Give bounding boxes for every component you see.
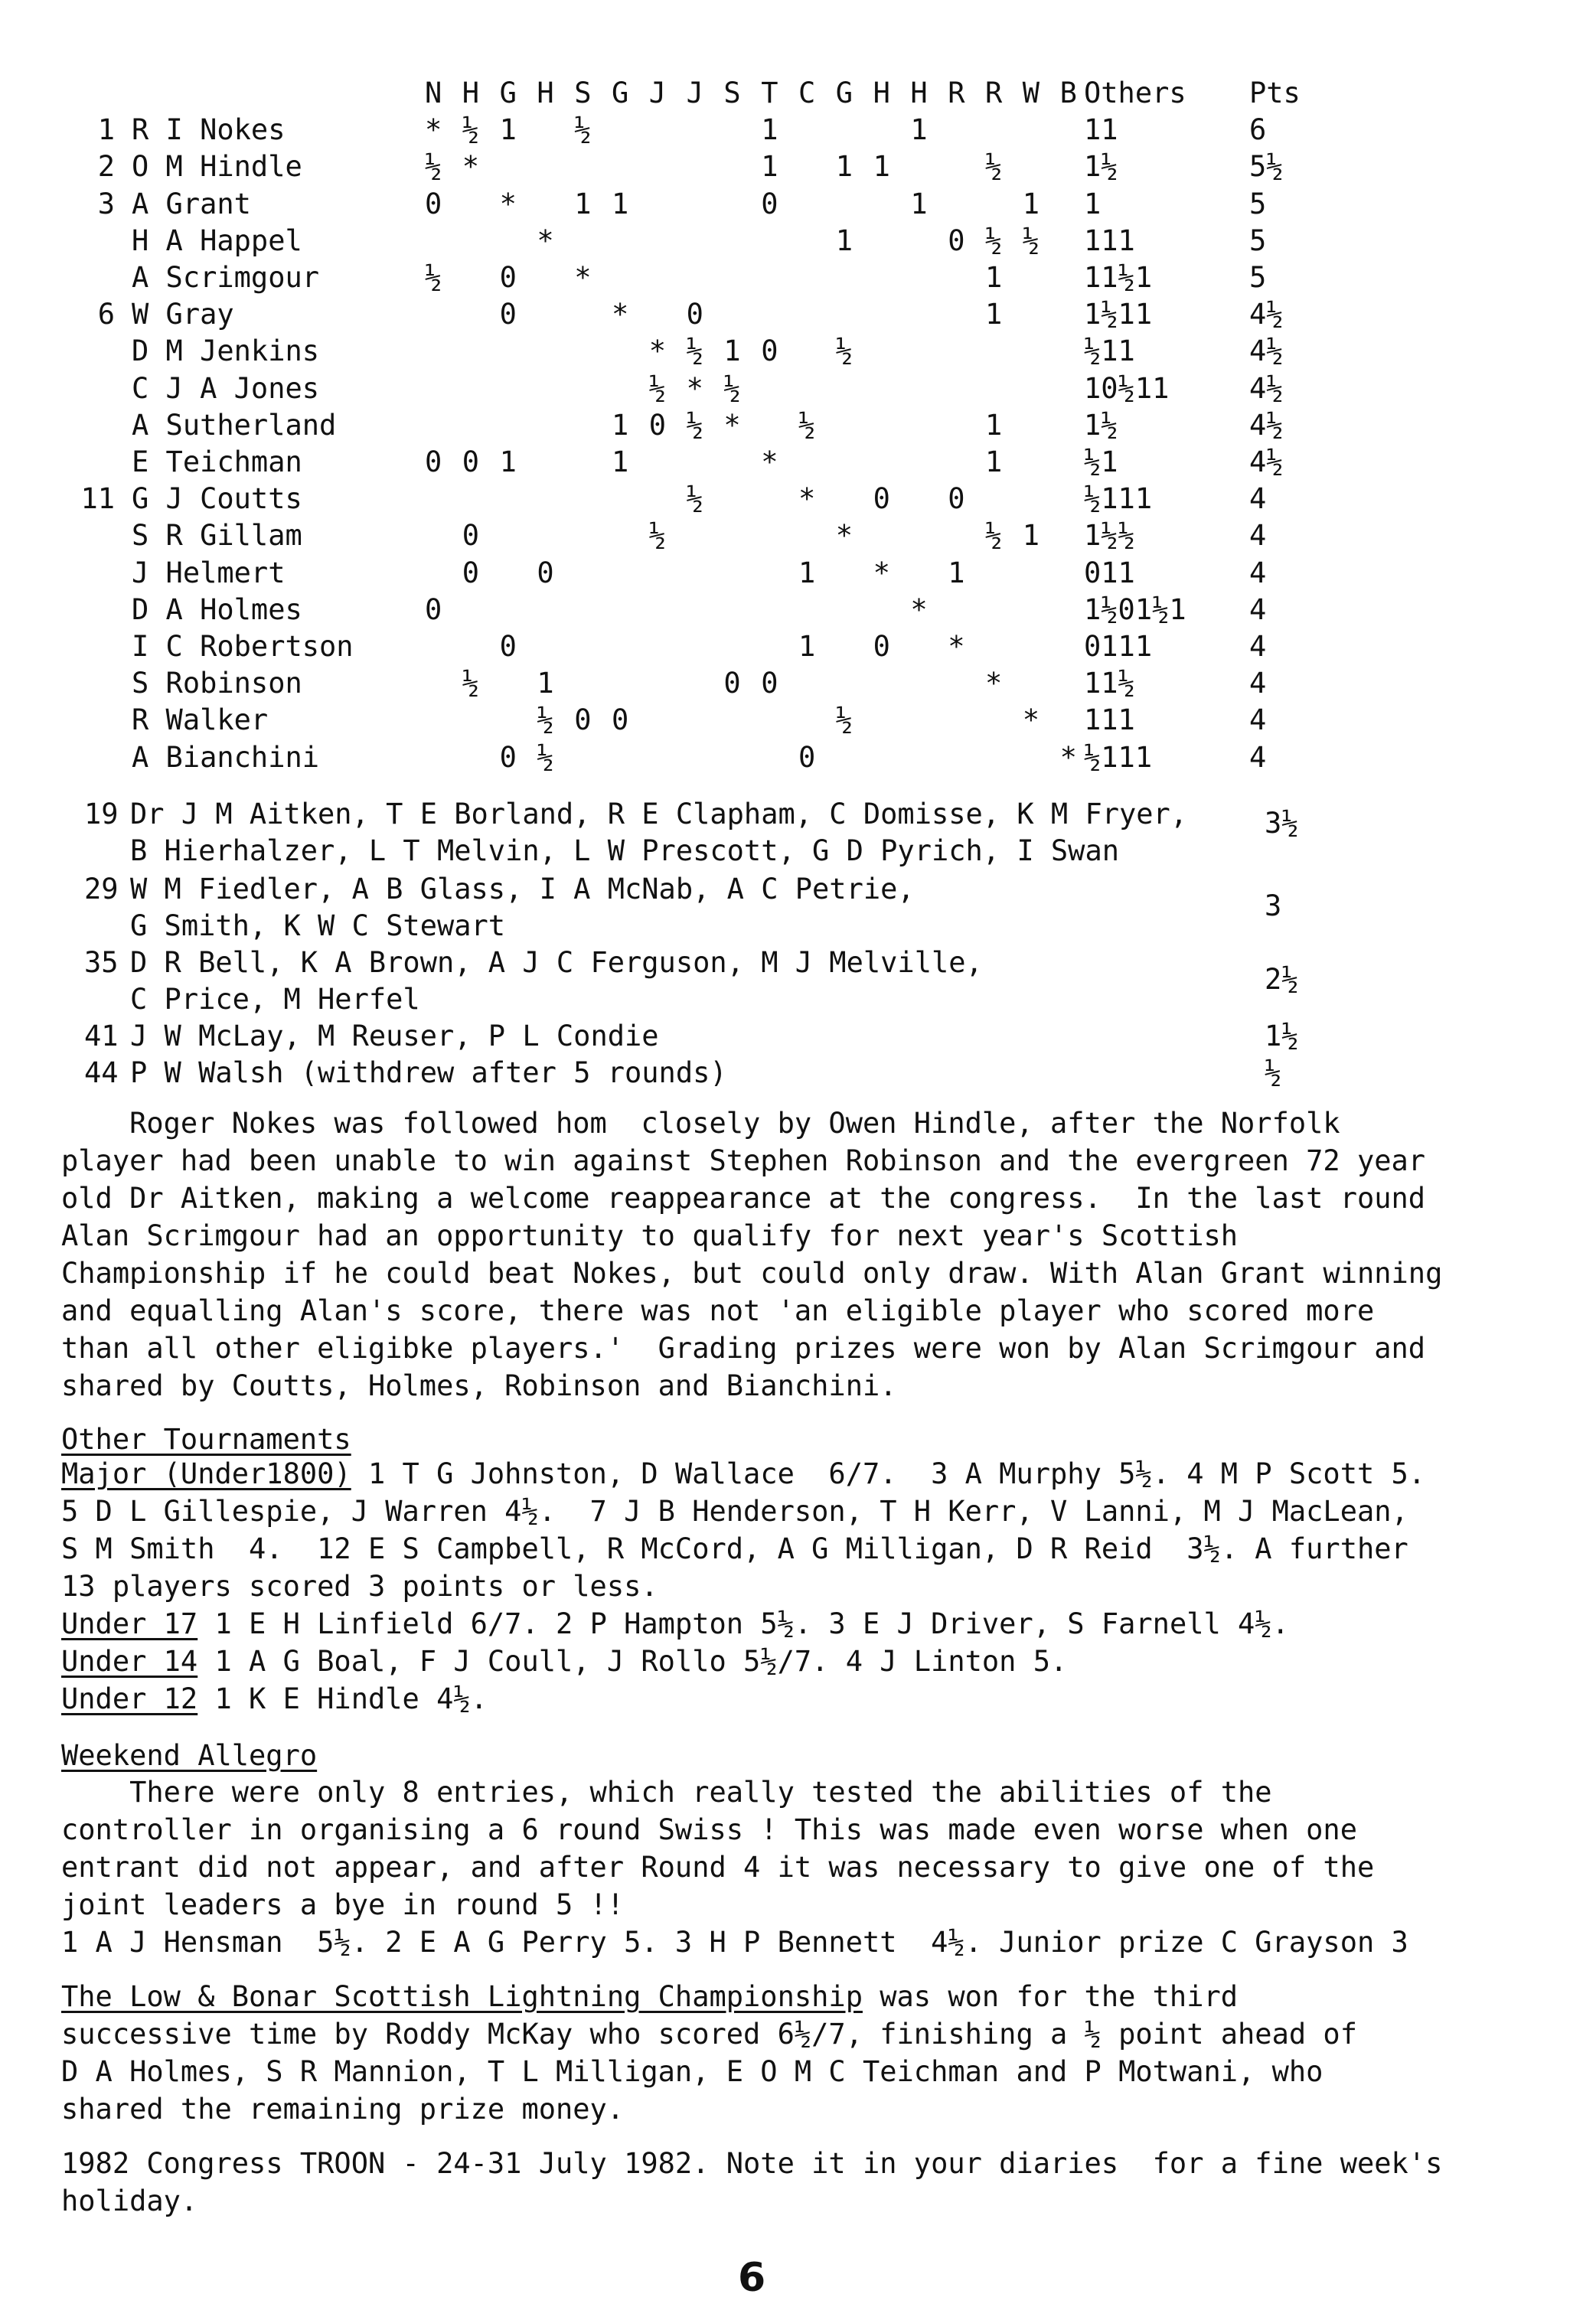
result-cell: 1 (723, 334, 741, 368)
note-line: holiday. (61, 2185, 198, 2217)
result-cell: * (910, 592, 928, 626)
column-initial: B (1059, 77, 1077, 109)
player-name: I C Robertson (132, 630, 354, 663)
column-initial: G (499, 77, 517, 109)
player-points: 4½ (1249, 371, 1284, 405)
player-points: 4½ (1249, 334, 1284, 368)
group-line: B Hierhalzer, L T Melvin, L W Prescott, G D Pyrich, I Swan (130, 834, 1120, 867)
player-points: 4 (1249, 703, 1267, 737)
other-line: 1 A G Boal, F J Coull, J Rollo 5½/7. 4 J Linton 5. (197, 1645, 1068, 1678)
player-points: 4 (1249, 630, 1267, 663)
group-score: 3½ (1265, 807, 1299, 840)
column-initial: W (1022, 77, 1040, 109)
allegro-line: 1 A J Hensman 5½. 2 E A G Perry 5. 3 H P Bennett 4½. Junior prize C Grayson 3 (61, 1926, 1408, 1959)
result-cell: * (723, 408, 741, 442)
result-cell: ½ (985, 150, 1003, 184)
result-cell: ½ (835, 703, 853, 737)
lightning-line: shared the remaining prize money. (61, 2093, 625, 2126)
result-cell: 0 (873, 482, 890, 516)
result-cell: * (985, 667, 1003, 700)
column-initial: J (686, 77, 703, 109)
result-cell: 1 (499, 445, 517, 478)
lightning-text (61, 1978, 1562, 2128)
player-points: 4 (1249, 519, 1267, 553)
player-name: R I Nokes (132, 113, 286, 147)
player-points: 4 (1249, 482, 1267, 516)
section-heading: Weekend Allegro (61, 1739, 318, 1772)
group-score: ½ (1265, 1056, 1282, 1089)
result-cell: 0 (761, 334, 778, 368)
column-initial: H (462, 77, 480, 109)
result-cell: ½ (648, 371, 667, 405)
result-cell: * (798, 482, 816, 516)
page-number: 6 (738, 2255, 766, 2301)
result-cell: 1 (537, 667, 554, 700)
result-cell: ½ (686, 408, 703, 442)
others-results: 011 (1084, 556, 1135, 589)
result-cell: 0 (723, 667, 741, 700)
others-results: 11½ (1084, 667, 1135, 700)
result-cell: 1 (985, 408, 1003, 442)
result-cell: * (537, 224, 554, 257)
player-name: A Sutherland (132, 408, 337, 442)
others-results: 1½01½1 (1084, 592, 1186, 626)
result-cell: ½ (425, 150, 442, 184)
others-results: ½11 (1084, 334, 1135, 368)
report-line: and equalling Alan's score, there was not 'an eligible player who scored more (61, 1294, 1375, 1327)
column-initial: J (648, 77, 667, 109)
result-cell: 1 (798, 630, 816, 663)
column-initial: H (537, 77, 554, 109)
section-label: Under 17 (61, 1607, 198, 1640)
group-rank: 35 (84, 946, 119, 979)
player-name: H A Happel (132, 224, 302, 257)
result-cell: ½ (574, 113, 592, 147)
column-initial: R (948, 77, 965, 109)
result-cell: 1 (835, 224, 853, 257)
result-cell: * (1022, 703, 1040, 737)
group-rank: 29 (84, 873, 119, 905)
group-rank: 19 (84, 798, 119, 830)
player-name: D M Jenkins (132, 334, 320, 368)
group-line: W M Fiedler, A B Glass, I A McNab, A C Petrie, (130, 873, 915, 905)
result-cell: 1 (948, 556, 965, 589)
section-heading: Other Tournaments (61, 1423, 351, 1456)
column-initial: N (425, 77, 442, 109)
others-results: 111 (1084, 703, 1135, 737)
others-results: 10½11 (1084, 371, 1170, 405)
report-paragraph (61, 1105, 1562, 1405)
others-results: 1½11 (1084, 298, 1153, 331)
others-results: 11 (1084, 113, 1118, 147)
result-cell: * (462, 150, 480, 184)
result-cell: * (612, 298, 629, 331)
player-rank: 6 (97, 298, 115, 331)
result-cell: * (873, 556, 890, 589)
column-initial: G (612, 77, 629, 109)
player-name: J Helmert (132, 556, 286, 589)
result-cell: ½ (985, 519, 1003, 553)
result-cell: 0 (948, 482, 965, 516)
result-cell: 1 (910, 187, 928, 220)
column-initial: H (910, 77, 928, 109)
player-points: 5 (1249, 224, 1267, 257)
column-initial: G (835, 77, 853, 109)
report-line: player had been unable to win against Stephen Robinson and the evergreen 72 year (61, 1144, 1426, 1177)
group-line: C Price, M Herfel (130, 983, 420, 1016)
others-results: 11½1 (1084, 261, 1153, 294)
player-points: 4 (1249, 740, 1267, 774)
result-cell: 0 (462, 445, 480, 478)
result-cell: 0 (425, 187, 442, 220)
result-cell: 0 (761, 667, 778, 700)
result-cell: 0 (686, 298, 703, 331)
report-line: Championship if he could beat Nokes, but could only draw. With Alan Grant winning (61, 1257, 1443, 1290)
column-initial: S (723, 77, 741, 109)
others-results: ½111 (1084, 482, 1153, 516)
player-points: 4 (1249, 667, 1267, 700)
result-cell: 0 (462, 556, 480, 589)
allegro-line: joint leaders a bye in round 5 !! (61, 1888, 625, 1921)
column-initial: S (574, 77, 592, 109)
others-results: 1 (1084, 187, 1102, 220)
result-cell: * (1059, 740, 1077, 774)
result-cell: ½ (985, 224, 1003, 257)
result-cell: 1 (761, 150, 778, 184)
other-line: S M Smith 4. 12 E S Campbell, R McCord, A G Milligan, D R Reid 3½. A further (61, 1532, 1408, 1565)
others-results: 111 (1084, 224, 1135, 257)
result-cell: * (835, 519, 853, 553)
result-cell: 1 (499, 113, 517, 147)
group-line: J W McLay, M Reuser, P L Condie (130, 1020, 659, 1052)
result-cell: 0 (537, 556, 554, 589)
result-cell: 0 (761, 187, 778, 220)
result-cell: 0 (499, 298, 517, 331)
group-line: P W Walsh (withdrew after 5 rounds) (130, 1056, 727, 1089)
result-cell: 1 (873, 150, 890, 184)
other-line: 1 K E Hindle 4½. (197, 1682, 488, 1715)
result-cell: 0 (425, 445, 442, 478)
result-cell: ½ (462, 667, 480, 700)
other-line: 1 T G Johnston, D Wallace 6/7. 3 A Murphy 5½. 4 M P Scott 5. (351, 1457, 1426, 1490)
group-score: 3 (1265, 889, 1282, 922)
group-line: Dr J M Aitken, T E Borland, R E Clapham, C Domisse, K M Fryer, (130, 798, 1188, 830)
player-name: S Robinson (132, 667, 302, 700)
result-cell: ½ (1022, 224, 1040, 257)
report-line: Alan Scrimgour had an opportunity to qualify for next year's Scottish (61, 1219, 1239, 1252)
report-line: Roger Nokes was followed hom closely by Owen Hindle, after the Norfolk (61, 1107, 1340, 1140)
result-cell: ½ (798, 408, 816, 442)
player-rank: 1 (97, 113, 115, 147)
result-cell: ½ (686, 482, 703, 516)
player-points: 4½ (1249, 408, 1284, 442)
player-name: W Gray (132, 298, 234, 331)
result-cell: 1 (612, 445, 629, 478)
others-results: 1½ (1084, 150, 1118, 184)
column-initial: H (873, 77, 890, 109)
group-score: 1½ (1265, 1020, 1299, 1052)
result-cell: 1 (835, 150, 853, 184)
result-cell: * (686, 371, 703, 405)
allegro-line: controller in organising a 6 round Swiss ! This was made even worse when one (61, 1813, 1357, 1846)
allegro-line: entrant did not appear, and after Round 4 it was necessary to give one of the (61, 1851, 1375, 1884)
section-label: The Low & Bonar Scottish Lightning Championship (61, 1980, 863, 2013)
result-cell: 1 (1022, 519, 1040, 553)
others-results: 0111 (1084, 630, 1153, 663)
result-cell: 1 (985, 261, 1003, 294)
note-line: 1982 Congress TROON - 24-31 July 1982. Note it in your diaries for a fine week's (61, 2147, 1443, 2180)
result-cell: ½ (462, 113, 480, 147)
result-cell: 0 (948, 224, 965, 257)
others-header: Others (1084, 77, 1186, 109)
result-cell: ½ (537, 740, 554, 774)
column-initial: T (761, 77, 778, 109)
result-cell: 0 (873, 630, 890, 663)
column-initial: R (985, 77, 1003, 109)
lightning-line: was won for the third (862, 1980, 1239, 2013)
result-cell: 1 (910, 113, 928, 147)
others-results: ½111 (1084, 740, 1153, 774)
result-cell: 0 (612, 703, 629, 737)
result-cell: ½ (425, 261, 442, 294)
result-cell: 1 (612, 187, 629, 220)
congress-note (61, 2145, 1562, 2220)
group-rank: 44 (84, 1056, 119, 1089)
player-points: 5½ (1249, 150, 1284, 184)
lightning-line: D A Holmes, S R Mannion, T L Milligan, E O M C Teichman and P Motwani, who (61, 2055, 1323, 2088)
result-cell: * (574, 261, 592, 294)
others-results: 1½ (1084, 408, 1118, 442)
result-cell: * (761, 445, 778, 478)
report-line: shared by Coutts, Holmes, Robinson and Bianchini. (61, 1369, 897, 1402)
column-initial: C (798, 77, 816, 109)
player-name: D A Holmes (132, 592, 302, 626)
result-cell: ½ (537, 703, 554, 737)
result-cell: 0 (462, 519, 480, 553)
player-points: 4½ (1249, 298, 1284, 331)
result-cell: * (425, 113, 442, 147)
result-cell: ½ (686, 334, 703, 368)
group-score: 2½ (1265, 963, 1299, 996)
group-line: D R Bell, K A Brown, A J C Ferguson, M J Melville, (130, 946, 983, 979)
player-name: C J A Jones (132, 371, 320, 405)
player-name: S R Gillam (132, 519, 302, 553)
allegro-line: There were only 8 entries, which really tested the abilities of the (61, 1776, 1272, 1809)
report-line: old Dr Aitken, making a welcome reappearance at the congress. In the last round (61, 1182, 1426, 1215)
result-cell: 0 (499, 740, 517, 774)
allegro-text (61, 1773, 1562, 1961)
result-cell: 1 (612, 408, 629, 442)
other-line: 5 D L Gillespie, J Warren 4½. 7 J B Henderson, T H Kerr, V Lanni, M J MacLean, (61, 1495, 1408, 1528)
result-cell: 1 (985, 445, 1003, 478)
result-cell: 0 (425, 592, 442, 626)
result-cell: 1 (985, 298, 1003, 331)
result-cell: 1 (798, 556, 816, 589)
result-cell: ½ (648, 519, 667, 553)
player-name: A Scrimgour (132, 261, 320, 294)
other-line: 1 E H Linfield 6/7. 2 P Hampton 5½. 3 E J Driver, S Farnell 4½. (197, 1607, 1289, 1640)
others-results: ½1 (1084, 445, 1118, 478)
player-points: 4 (1249, 556, 1267, 589)
result-cell: 0 (574, 703, 592, 737)
player-name: R Walker (132, 703, 269, 737)
result-cell: * (948, 630, 965, 663)
player-rank: 3 (97, 187, 115, 220)
result-cell: 1 (574, 187, 592, 220)
player-name: O M Hindle (132, 150, 302, 184)
other-tournaments (61, 1455, 1562, 1718)
player-rank: 11 (80, 482, 115, 516)
player-rank: 2 (97, 150, 115, 184)
section-label: Under 12 (61, 1682, 198, 1715)
player-name: A Bianchini (132, 740, 320, 774)
others-results: 1½½ (1084, 519, 1135, 553)
player-points: 4 (1249, 592, 1267, 626)
result-cell: ½ (723, 371, 741, 405)
player-points: 6 (1249, 113, 1267, 147)
section-label: Major (Under1800) (61, 1457, 351, 1490)
result-cell: 1 (761, 113, 778, 147)
player-name: A Grant (132, 187, 251, 220)
player-points: 4½ (1249, 445, 1284, 478)
result-cell: ½ (835, 334, 853, 368)
report-line: than all other eligibke players.' Grading prizes were won by Alan Scrimgour and (61, 1332, 1426, 1365)
pts-header: Pts (1249, 77, 1301, 109)
section-label: Under 14 (61, 1645, 198, 1678)
group-line: G Smith, K W C Stewart (130, 909, 506, 942)
result-cell: * (499, 187, 517, 220)
player-points: 5 (1249, 261, 1267, 294)
group-rank: 41 (84, 1020, 119, 1052)
result-cell: 0 (798, 740, 816, 774)
result-cell: 0 (499, 630, 517, 663)
result-cell: * (648, 334, 667, 368)
player-points: 5 (1249, 187, 1267, 220)
player-name: E Teichman (132, 445, 302, 478)
other-line: 13 players scored 3 points or less. (61, 1570, 658, 1603)
lightning-line: successive time by Roddy McKay who scored 6½/7, finishing a ½ point ahead of (61, 2018, 1357, 2051)
result-cell: 0 (499, 261, 517, 294)
result-cell: 0 (648, 408, 667, 442)
player-name: G J Coutts (132, 482, 302, 516)
result-cell: 1 (1022, 187, 1040, 220)
